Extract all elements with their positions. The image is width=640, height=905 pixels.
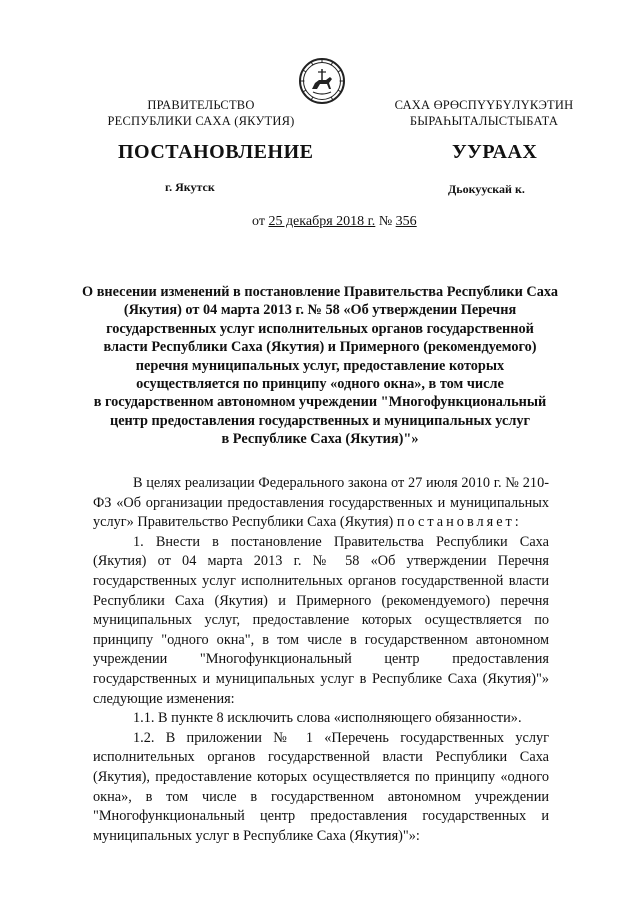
header-right-block	[376, 97, 592, 129]
header-left-block	[98, 97, 304, 129]
clause-1: 1. Внести в постановление Правительства Республики Саха (Якутия) от 04 марта 2013 г. № 58 «Об утверждении Перечня государственных услуг исполнительных органов государственной власти Республики Саха (Якутия) и Примерного (рекомендуемого) перечня муниципальных услуг, предоставление которых осуществляется по принципу "одного окна", в том числе в государственном автономном учреждении "Многофункциональный центр предоставления государственных и муниципальных услуг в Республике Саха (Якутия)"» следующие изменения:	[93, 533, 549, 707]
government-name-line1: ПРАВИТЕЛЬСТВО	[147, 98, 255, 112]
title-line: в государственном автономном учреждении "Многофункциональный	[93, 394, 547, 411]
clause-1-2: 1.2. В приложении № 1 «Перечень государственных услуг исполнительных органов государственной власти Республики Саха (Якутия), предоставление которых осуществляется по принципу «одного окна», в том числе в государственном автономном учреждении "Многофункциональный центр предоставления государственных и муниципальных услуг в Республике Саха (Якутия)"»:	[93, 729, 549, 844]
city-sakha: Дьокуускай к.	[448, 182, 525, 196]
coat-of-arms-emblem	[298, 56, 346, 106]
city-russian: г. Якутск	[165, 180, 215, 194]
document-number: 356	[395, 214, 417, 229]
document-date: 25 декабря 2018 г.	[268, 214, 376, 229]
number-sign: №	[378, 214, 393, 229]
title-line: в Республике Саха (Якутия)"»	[221, 431, 419, 448]
title-line: перечня муниципальных услуг, предоставление которых	[135, 357, 505, 374]
preamble-text: В целях реализации Федерального закона от 27 июля 2010 г. № 210-ФЗ «Об организации предоставления государственных и муниципальных услуг» Правительство Республики Саха (Якутия)	[93, 475, 549, 531]
government-name-line2: РЕСПУБЛИКИ САХА (ЯКУТИЯ)	[107, 114, 295, 128]
government-name-sakha-line1: САХА ӨРӨСПҮҮБҮЛҮКЭТИН	[394, 98, 574, 112]
title-line: государственных услуг исполнительных органов государственной	[106, 320, 534, 337]
doc-type-sakha: УУРААХ	[452, 141, 538, 163]
doc-type-russian: ПОСТАНОВЛЕНИЕ	[118, 141, 314, 163]
title-line: О внесении изменений в постановление Правительства Республики Саха	[82, 284, 558, 300]
document-title	[80, 283, 560, 449]
title-line: (Якутия) от 04 марта 2013 г. № 58 «Об утверждении Перечня	[123, 302, 517, 319]
preamble-paragraph	[93, 474, 549, 533]
clause-1-1: 1.1. В пункте 8 исключить слова «исполняющего обязанности».	[133, 710, 522, 727]
title-line: центр предоставления государственных и муниципальных услуг	[109, 412, 531, 429]
government-name-sakha-line2: БЫРАҺЫТАЛЫСТЫБАТА	[409, 114, 559, 128]
title-line: осуществляется по принципу «одного окна», в том числе	[136, 376, 504, 393]
document-dateline	[252, 214, 417, 230]
resolution-verb: постановляет:	[396, 514, 522, 531]
date-prefix: от	[252, 214, 265, 229]
document-body	[93, 474, 549, 846]
title-line: власти Республики Саха (Якутия) и Примерного (рекомендуемого)	[103, 339, 537, 356]
